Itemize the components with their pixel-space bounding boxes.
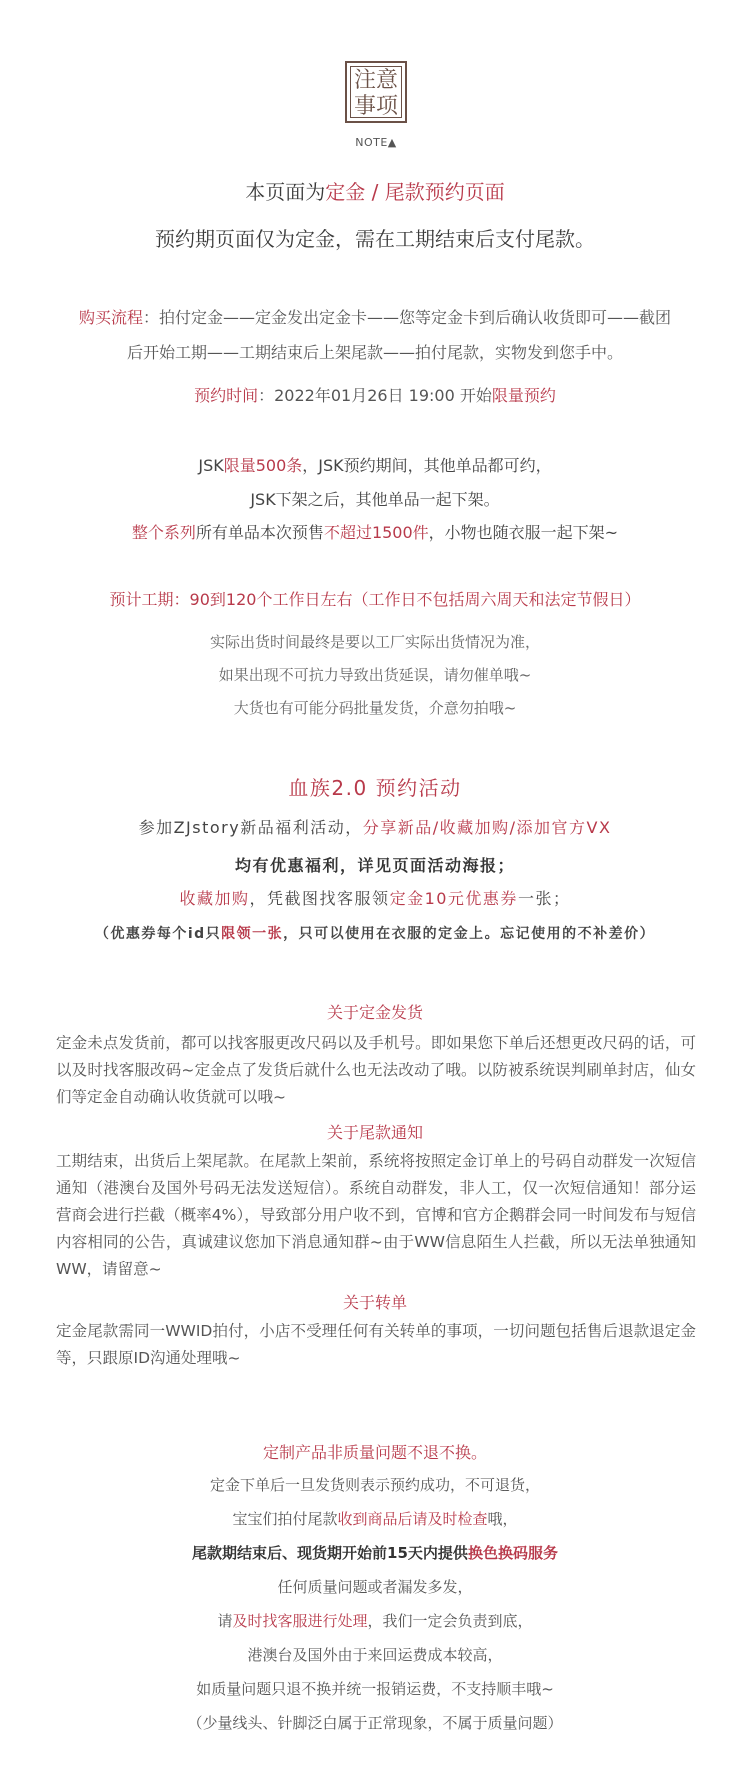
event-line-1: 参加ZJstory新品福利活动，分享新品/收藏加购/添加官方VX <box>138 818 612 837</box>
notice-logo-text <box>350 66 402 118</box>
period-line-2: 如果出现不可抗力导致出货延误，请勿催单哦~ <box>218 666 532 684</box>
period-title: 预计工期：90到120个工作日左右（工作日不包括周六周天和法定节假日） <box>109 590 641 609</box>
event-line-3: 收藏加购，凭截图找客服领定金10元优惠券一张； <box>179 889 571 908</box>
transfer-text: 定金尾款需同一WWID拍付，小店不受理任何有关转单的事项，一切问题包括售后退款退定金等，只跟原ID沟通处理哦~ <box>56 1322 696 1367</box>
logo-line-2: 事项 <box>353 94 398 119</box>
returns-line-2: 宝宝们拍付尾款收到商品后请及时检查哦， <box>232 1510 518 1528</box>
returns-line-7: 如质量问题只退不换并统一报销运费，不支持顺丰哦~ <box>196 1680 554 1698</box>
returns-title: 定制产品非质量问题不退不换。 <box>262 1443 487 1462</box>
note-label: NOTE▲ <box>355 136 397 149</box>
transfer-title: 关于转单 <box>342 1293 407 1312</box>
returns-line-6: 港澳台及国外由于来回运费成本较高， <box>247 1646 503 1664</box>
headline-line-2: 预约期页面仅为定金，需在工期结束后支付尾款。 <box>155 227 595 251</box>
notice-logo <box>345 61 407 123</box>
returns-line-4: 任何质量问题或者漏发多发， <box>277 1578 473 1596</box>
period-line-3: 大货也有可能分码批量发货，介意勿拍哦~ <box>233 699 517 717</box>
reservation-time: 预约时间：2022年01月26日 19:00 开始限量预约 <box>194 386 556 405</box>
deposit-ship-text: 定金未点发货前，都可以找客服更改尺码以及手机号。即如果您下单后还想更改尺码的话，可以及时找客服改码~定金点了发货后就什么也无法改动了哦。以防被系统误判刷单封店，仙女们等定金自动确认收货就可以哦~ <box>56 1034 696 1106</box>
deposit-ship-title: 关于定金发货 <box>326 1003 423 1022</box>
limit-line-2: JSK下架之后，其他单品一起下架。 <box>250 490 500 509</box>
returns-line-5: 请及时找客服进行处理，我们一定会负责到底， <box>217 1612 533 1630</box>
event-line-4: （优惠券每个id只限领一张，只可以使用在衣服的定金上。忘记使用的不补差价） <box>94 926 656 942</box>
headline-line-1: 本页面为定金 / 尾款预约页面 <box>245 180 505 204</box>
limit-line-1: JSK限量500条，JSK预约期间，其他单品都可约， <box>198 456 552 475</box>
returns-line-8: （少量线头、针脚泛白属于正常现象，不属于质量问题） <box>187 1714 563 1732</box>
balance-notice-title: 关于尾款通知 <box>326 1123 423 1142</box>
event-line-2: 均有优惠福利，详见页面活动海报； <box>234 856 515 875</box>
process-line-1: 购买流程：拍付定金——定金发出定金卡——您等定金卡到后确认收货即可——截团 <box>78 308 672 327</box>
process-line-2: 后开始工期——工期结束后上架尾款——拍付尾款，实物发到您手中。 <box>126 343 623 362</box>
returns-line-3: 尾款期结束后、现货期开始前15天内提供换色换码服务 <box>192 1544 558 1562</box>
logo-line-1: 注意 <box>353 68 398 93</box>
returns-line-1: 定金下单后一旦发货则表示预约成功，不可退货， <box>209 1476 540 1494</box>
period-line-1: 实际出货时间最终是要以工厂实际出货情况为准， <box>209 633 540 651</box>
event-title: 血族2.0 预约活动 <box>288 776 462 800</box>
balance-notice-text: 工期结束，出货后上架尾款。在尾款上架前，系统将按照定金订单上的号码自动群发一次短信通知（港澳台及国外号码无法发送短信）。系统自动群发，非人工，仅一次短信通知！部分运营商会进行拦截（概率4%），导致部分用户收不到，官博和官方企鹅群会同一时间发布与短信内容相同的公告，真诚建议您加下消息通知群~由于WW信息陌生人拦截，所以无法单独通知WW，请留意~ <box>56 1152 696 1278</box>
limit-line-3: 整个系列所有单品本次预售不超过1500件，小物也随衣服一起下架~ <box>131 523 619 542</box>
